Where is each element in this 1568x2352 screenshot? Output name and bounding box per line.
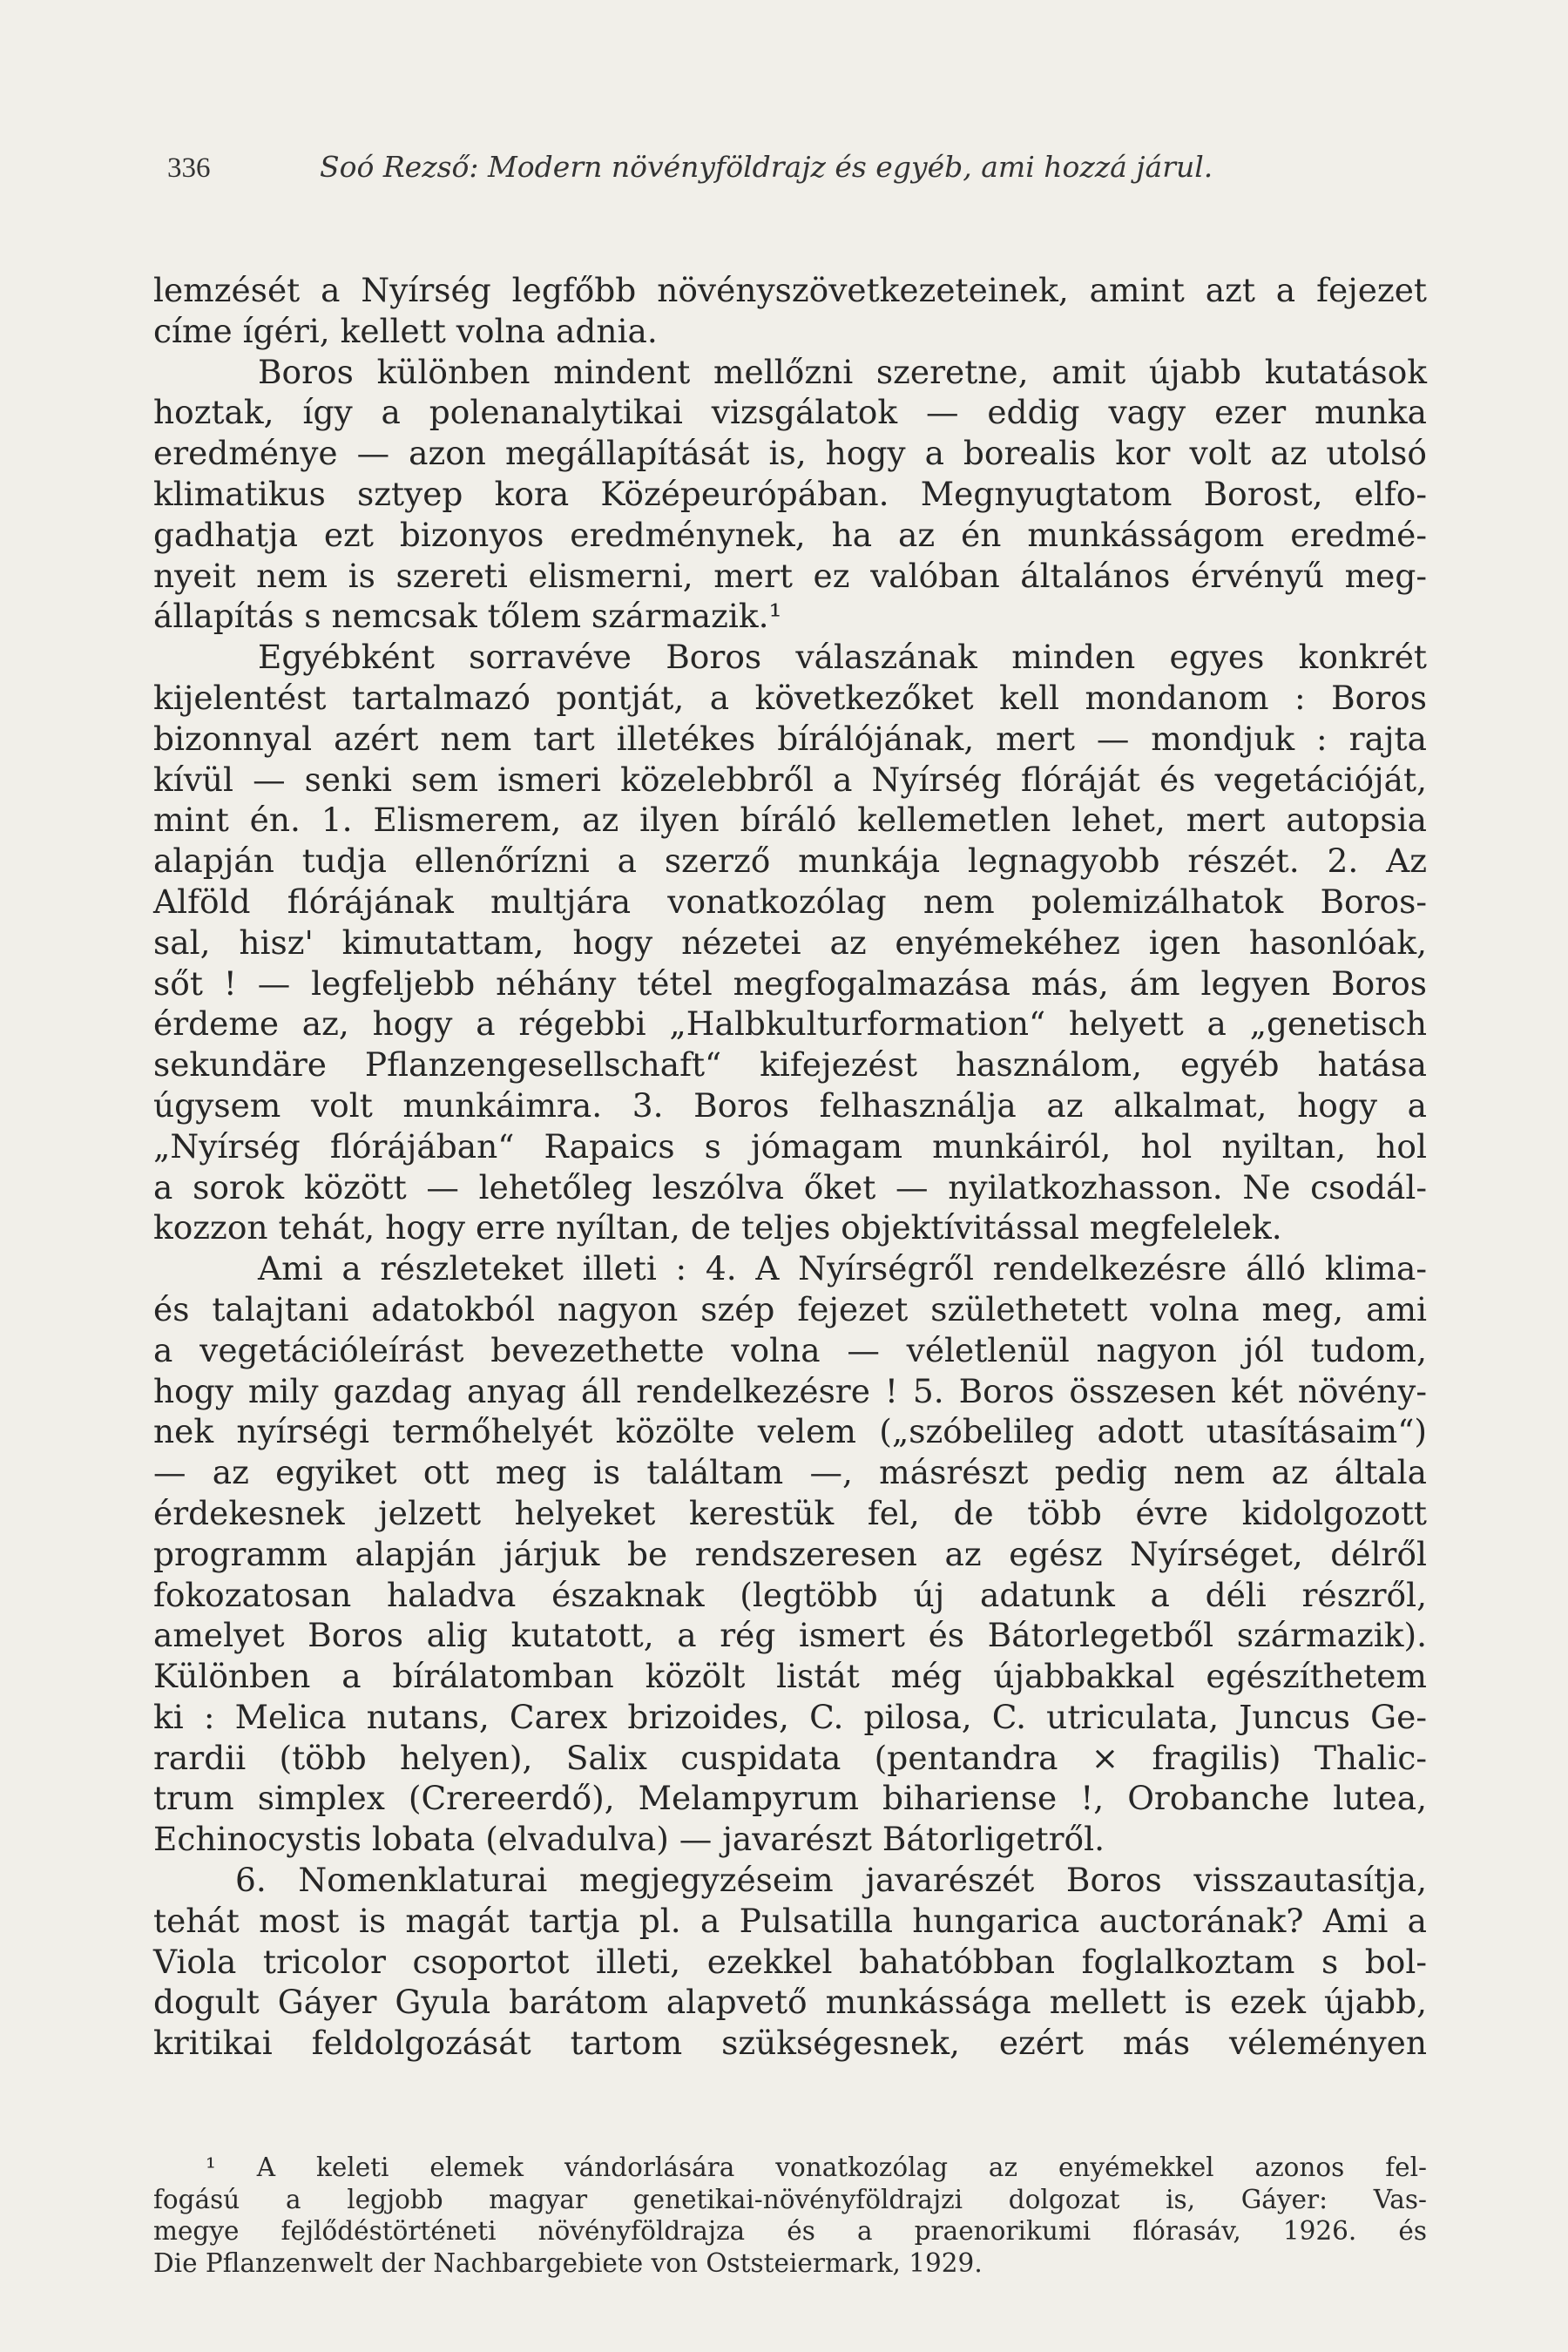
text-line: rardii (több helyen), Salix cuspidata (pentandra × fragilis) Thalic- [153, 1738, 1427, 1777]
text-line: fokozatosan haladva északnak (legtöbb új adatunk a déli részről, [153, 1575, 1427, 1614]
text-line: bizonnyal azért nem tart illetékes bírálójának, mert — mondjuk : rajta [153, 719, 1427, 758]
text-line: a sorok között — lehetőleg leszólva őket — nyilatkozhasson. Ne csodál- [153, 1167, 1427, 1206]
footnote [153, 2152, 1427, 2279]
text-line: Viola tricolor csoportot illeti, ezekkel bahatóbban foglalkoztam s bol- [153, 1942, 1427, 1981]
running-title: Soó Rezső: Modern növényföldrajz és egyéb, ami hozzá járul. [320, 150, 1213, 184]
text-line: érdeme az, hogy a régebbi „Halbkulturformation“ helyett a „genetisch [153, 1004, 1427, 1044]
text-line: címe ígéri, kellett volna adnia. [153, 311, 658, 350]
text-line: — az egyiket ott meg is találtam —, másrészt pedig nem az általa [153, 1453, 1427, 1492]
text-line: hogy mily gazdag anyag áll rendelkezésre ! 5. Boros összesen két növény- [153, 1371, 1427, 1410]
text-line: dogult Gáyer Gyula barátom alapvető munkássága mellett is ezek újabb, [153, 1983, 1427, 2022]
text-line: kritikai feldolgozását tartom szükségesnek, ezért más véleményen [153, 2024, 1427, 2063]
text-line: Ami a részleteket illeti : 4. A Nyírségről rendelkezésre álló klima- [258, 1249, 1427, 1288]
text-line: hoztak, így a polenanalytikai vizsgálatok — eddig vagy ezer munka [153, 393, 1427, 432]
text-line: kozzon tehát, hogy erre nyíltan, de teljes objektívitással megfelelek. [153, 1208, 1282, 1247]
footnote-line: Die Pflanzenwelt der Nachbargebiete von Oststeiermark, 1929. [153, 2247, 983, 2278]
text-line: és talajtani adatokból nagyon szép fejezet születhetett volna meg, ami [153, 1289, 1427, 1328]
text-line: „Nyírség flórájában“ Rapaics s jómagam munkáiról, hol nyiltan, hol [153, 1126, 1427, 1166]
text-line: programm alapján járjuk be rendszeresen az egész Nyírséget, délről [153, 1534, 1427, 1573]
text-line: trum simplex (Crereerdő), Melampyrum bihariense !, Orobanche lutea, [153, 1779, 1427, 1818]
text-line: sal, hisz' kimutattam, hogy nézetei az enyémekéhez igen hasonlóak, [153, 923, 1427, 962]
text-line: kívül — senki sem ismeri közelebbről a Nyírség flóráját és vegetációját, [153, 760, 1427, 799]
text-line: érdekesnek jelzett helyeket kerestük fel, de több évre kidolgozott [153, 1493, 1427, 1532]
text-line: nyeit nem is szereti elismerni, mert ez valóban általános érvényű meg- [153, 556, 1427, 595]
text-line: eredménye — azon megállapítását is, hogy a borealis kor volt az utolsó [153, 434, 1427, 473]
text-line: Alföld flórájának multjára vonatkozólag nem polemizálhatok Boros- [153, 882, 1427, 921]
text-line: lemzését a Nyírség legfőbb növényszövetkezeteinek, amint azt a fejezet [153, 271, 1427, 309]
text-line: Echinocystis lobata (elvadulva) — javarészt Bátorligetről. [153, 1820, 1105, 1859]
text-line: sőt ! — legfeljebb néhány tétel megfogalmazása más, ám legyen Boros [153, 963, 1427, 1003]
text-line: klimatikus sztyep kora Középeurópában. Megnyugtatom Borost, elfo- [153, 474, 1427, 513]
text-line: tehát most is magát tartja pl. a Pulsatilla hungarica auctorának? Ami a [153, 1901, 1427, 1940]
text-line: 6. Nomenklaturai megjegyzéseim javarészét Boros visszautasítja, [235, 1861, 1427, 1900]
text-line: úgysem volt munkáimra. 3. Boros felhasználja az alkalmat, hogy a [153, 1085, 1427, 1125]
text-line: a vegetációleírást bevezethette volna — véletlenül nagyon jól tudom, [153, 1330, 1427, 1369]
text-line: Boros különben mindent mellőzni szeretne, amit újabb kutatások [258, 352, 1427, 391]
text-line: ki : Melica nutans, Carex brizoides, C. pilosa, C. utriculata, Juncus Ge- [153, 1697, 1427, 1736]
text-line: alapján tudja ellenőrízni a szerző munkája legnagyobb részét. 2. Az [153, 841, 1427, 881]
footnote-line: fogású a legjobb magyar genetikai-növényföldrajzi dolgozat is, Gáyer: Vas- [153, 2184, 1427, 2214]
body-text [153, 270, 1427, 2064]
text-line: sekundäre Pflanzengesellschaft“ kifejezést használom, egyéb hatása [153, 1045, 1427, 1085]
text-line: amelyet Boros alig kutatott, a rég ismert és Bátorlegetből származik). [153, 1616, 1427, 1655]
text-line: nek nyírségi termőhelyét közölte velem („szóbelileg adott utasításaim“) [153, 1412, 1427, 1451]
page-header [167, 150, 1404, 185]
text-line: gadhatja ezt bizonyos eredménynek, ha az én munkásságom eredmé- [153, 515, 1427, 554]
page-number: 336 [167, 152, 211, 184]
text-line: kijelentést tartalmazó pontját, a következőket kell mondanom : Boros [153, 678, 1427, 717]
text-line: Egyébként sorravéve Boros válaszának minden egyes konkrét [258, 638, 1427, 677]
text-line: mint én. 1. Elismerem, az ilyen bíráló kellemetlen lehet, mert autopsia [153, 801, 1427, 840]
text-line: állapítás s nemcsak tőlem származik.¹ [153, 597, 782, 636]
footnote-line: ¹ A keleti elemek vándorlására vonatkozólag az enyémekkel azonos fel- [206, 2153, 1427, 2182]
footnote-line: megye fejlődéstörténeti növényföldrajza és a praenorikumi flórasáv, 1926. és [153, 2216, 1427, 2246]
text-line: Különben a bírálatomban közölt listát még újabbakkal egészíthetem [153, 1657, 1427, 1696]
